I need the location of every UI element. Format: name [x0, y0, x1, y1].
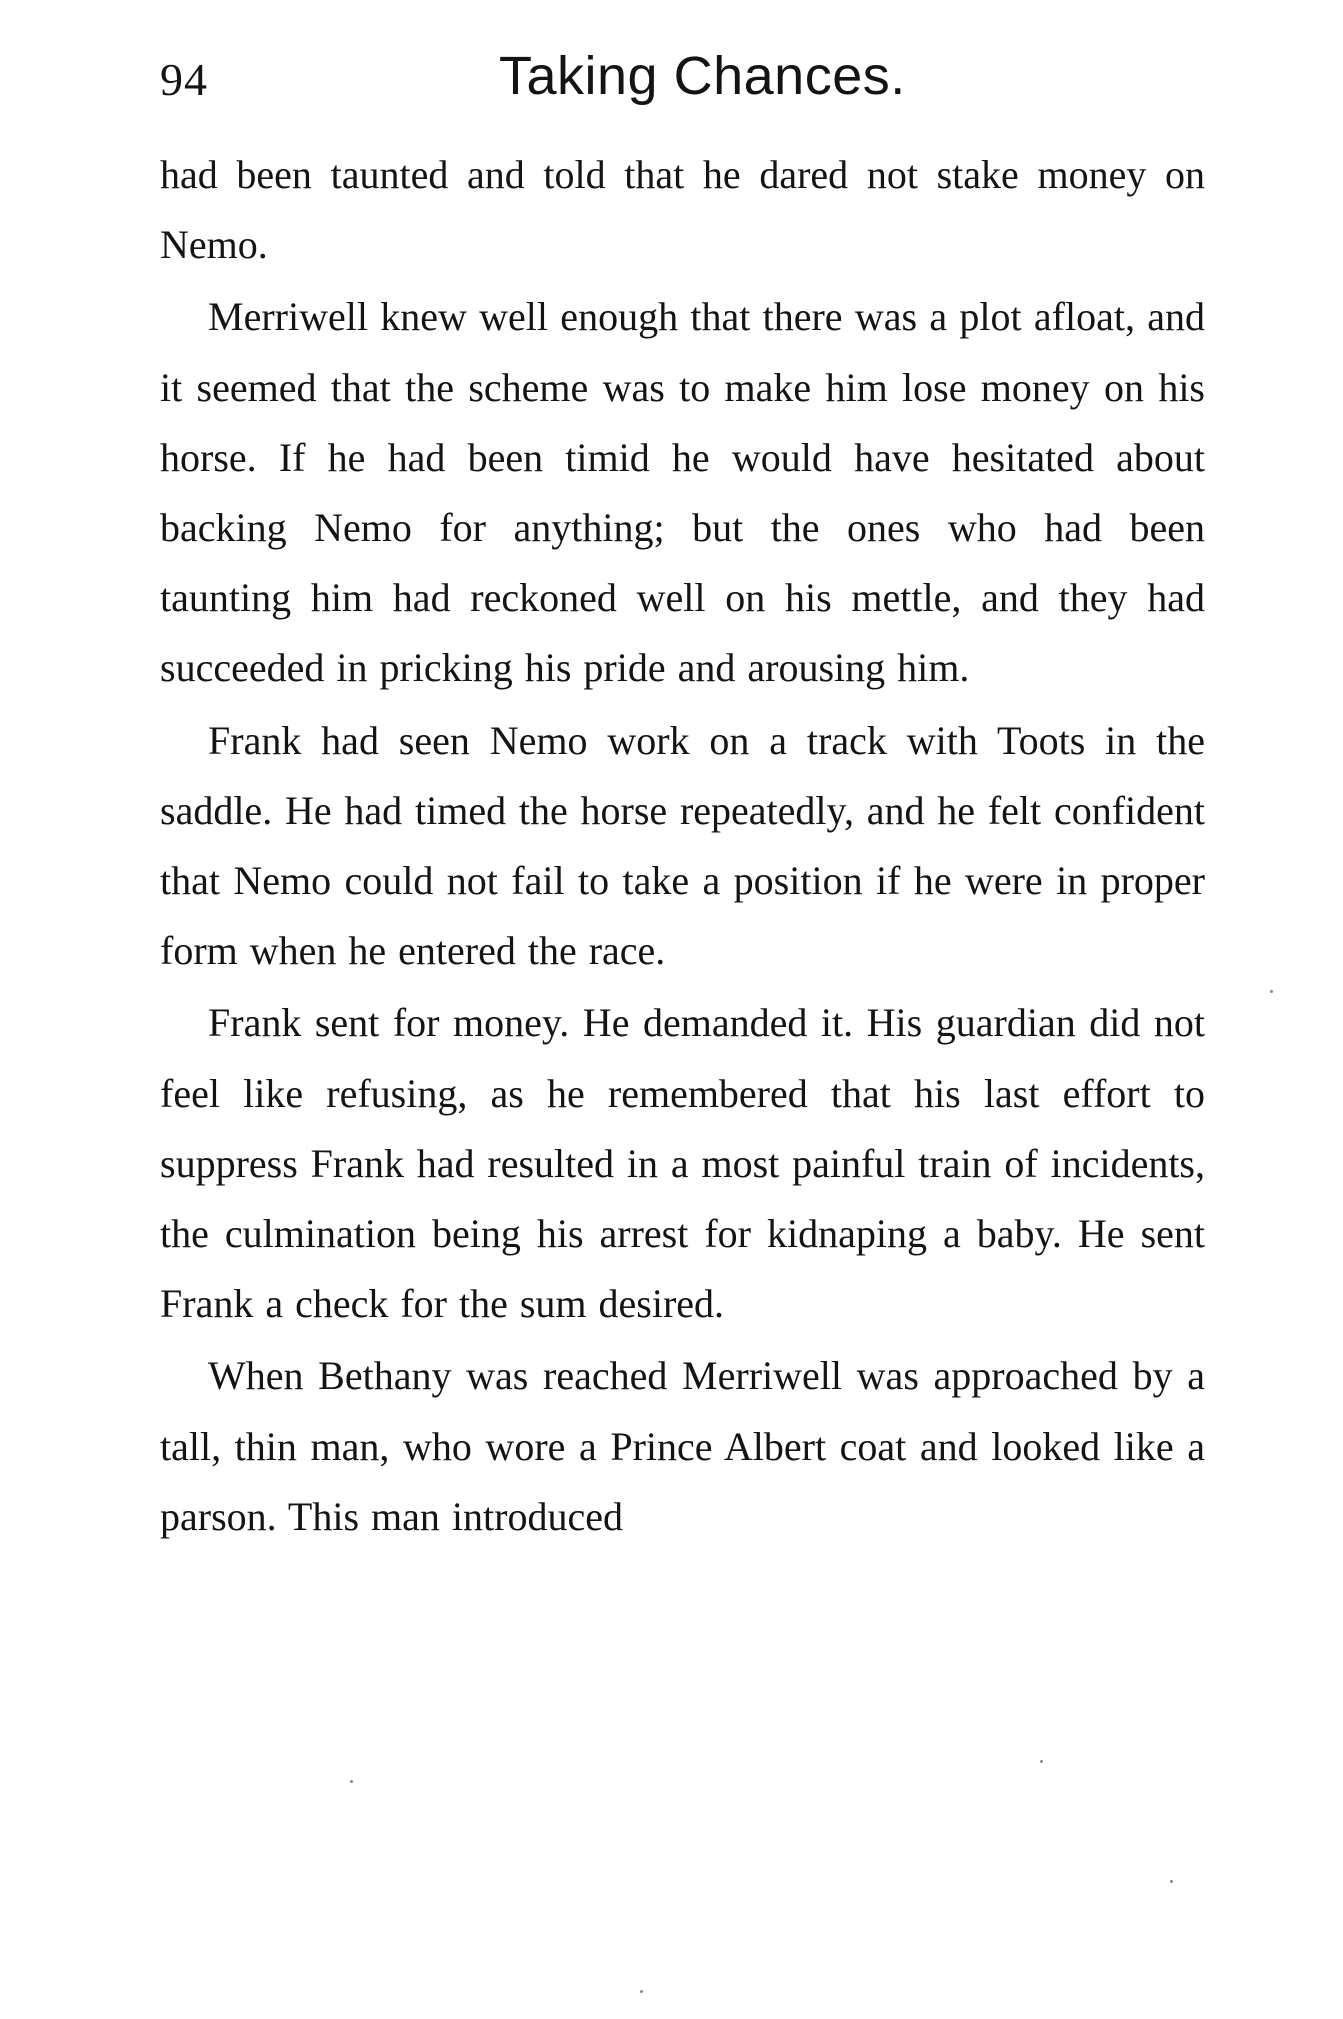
paragraph-continued: had been taunted and told that he dared not stake money on Nemo. [160, 152, 1205, 268]
page-header [160, 45, 1210, 125]
print-speck [1040, 1760, 1043, 1763]
paragraph: Frank sent for money. He demanded it. His guardian did not feel like refusing, as he remembered that his last effort to suppress Frank had resulted in a most painful train of incidents, the culmination being his arrest for kidnaping a baby. He sent Frank a check for the sum desired. [160, 1000, 1205, 1327]
print-speck [1270, 990, 1273, 993]
paragraph: When Bethany was reached Merriwell was approached by a tall, thin man, who wore a Prince Albert coat and looked like a parson. This man introduced [160, 1353, 1205, 1539]
running-head-title: Taking Chances. [499, 46, 906, 106]
page-number: 94 [160, 54, 208, 105]
print-speck [350, 1780, 353, 1783]
print-speck [640, 1990, 643, 1993]
paragraph: Frank had seen Nemo work on a track with Toots in the saddle. He had timed the horse repeatedly, and he felt confident that Nemo could not fail to take a position if he were in proper form when he entered the race. [160, 717, 1205, 974]
body-text [160, 140, 1205, 1554]
paragraph: Merriwell knew well enough that there was a plot afloat, and it seemed that the scheme was to make him lose money on his horse. If he had been timid he would have hesitated about backing Nemo for anything; but the ones who had been taunting him had reckoned well on his mettle, and they had succeeded in pricking his pride and arousing him. [160, 294, 1205, 691]
print-speck [1170, 1880, 1173, 1883]
